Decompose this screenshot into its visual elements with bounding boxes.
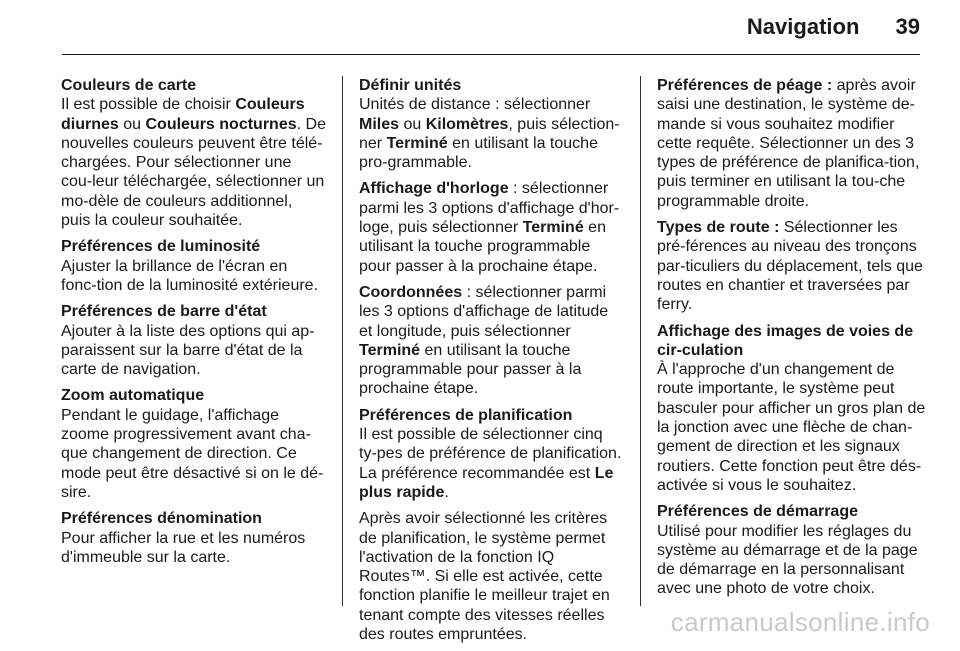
section-heading: Zoom automatique [61, 387, 205, 405]
bold-term: Miles [359, 115, 400, 133]
watermark: carmanualsonline.info [670, 607, 930, 637]
body-text: Il est possible de choisir [61, 96, 236, 114]
section-map-colors [61, 76, 326, 230]
bold-term: Couleurs diurnes [61, 96, 305, 133]
section-status-bar [61, 302, 326, 379]
body-text: Il est possible de sélectionner cinq ty-pes de préférence de planification. La préférence recommandée est [359, 426, 622, 482]
paragraph-clock [359, 179, 624, 275]
section-naming [61, 509, 326, 567]
page-title: Navigation [746, 14, 860, 39]
body-text: . [444, 483, 449, 501]
body-text: , puis sélection-ner [359, 115, 620, 152]
body-text: après avoir saisi une destination, le système de-mande si vous souhaitez modifier cette requête. Sélectionner un des 3 types de préférence de planifica-tion, puis terminer en utilisant la tou-che programmable droite. [657, 77, 920, 210]
bold-term: Coordonnées [359, 283, 463, 301]
bold-term: Préférences de péage : [657, 77, 833, 94]
header-divider [62, 54, 920, 55]
section-heading: Préférences de démarrage [657, 503, 858, 521]
column-3 [657, 76, 926, 606]
section-units [359, 76, 624, 172]
paragraph-road-types [657, 218, 926, 314]
section-heading: Définir unités [359, 77, 462, 94]
section-heading: Préférences de planification [359, 406, 573, 424]
bold-term: Couleurs nocturnes [145, 115, 297, 133]
bold-term: Affichage d'horloge [359, 180, 509, 198]
body-text: : sélectionner parmi les 3 options d'affichage de latitude et longitude, puis sélectionner [359, 283, 609, 340]
body-text: Sélectionner les pré-férences au niveau des tronçons par-ticuliers du déplacement, tels que routes en chantier et traversées par ferry. [657, 219, 923, 314]
page-header [747, 14, 920, 40]
page-number: 39 [895, 14, 920, 39]
column-2 [359, 76, 624, 651]
section-auto-zoom [61, 386, 326, 502]
column-divider-1 [342, 76, 343, 606]
body-text: Ajouter à la liste des options qui ap-paraissent sur la barre d'état de la carte de navigation. [61, 322, 315, 379]
body-text: ou [118, 115, 146, 133]
bold-term: Le plus rapide [359, 464, 614, 501]
paragraph-iq-routes: Après avoir sélectionné les critères de planification, le système permet l'activation de la fonction IQ Routes™. Si elle est activée, cette fonction planifie le meilleur trajet en tenant compte des vitesses réelles des routes empruntées. [359, 510, 610, 644]
body-text: : sélectionner parmi les 3 options d'affichage d'hor-loge, puis sélectionner [359, 180, 620, 237]
section-heading: Affichage des images de voies de cir-culation [657, 322, 914, 359]
column-divider-2 [640, 76, 641, 606]
section-heading: Préférences de barre d'état [61, 303, 267, 321]
body-text: ou [399, 115, 426, 133]
bold-term: Kilomètres [425, 115, 509, 133]
body-text: . De nouvelles couleurs peuvent être télé-chargées. Pour sélectionner une cou-leur téléchargée, sélectionner un mo-dèle de couleurs additionnel, puis la couleur souhaitée. [61, 115, 326, 230]
section-heading: Préférences de luminosité [61, 238, 261, 256]
section-heading: Préférences dénomination [61, 510, 262, 528]
paragraph-toll [657, 76, 926, 211]
section-planning [359, 406, 624, 502]
bold-term: Types de route : [657, 219, 780, 237]
body-text: Pendant le guidage, l'affichage zoome progressivement avant cha-que changement de direction. Ce mode peut être désactivé si on le dé-sire. [61, 406, 324, 501]
paragraph-coordinates [359, 283, 624, 399]
body-text: en utilisant la touche programmable pour passer à la prochaine étape. [359, 341, 582, 398]
body-text: Ajuster la brillance de l'écran en fonc-tion de la luminosité extérieure. [61, 257, 319, 294]
bold-term: Terminé [522, 219, 584, 237]
body-text: À l'approche d'un changement de route importante, le système peut basculer pour afficher un gros plan de la jonction avec une flèche de chan-gement de direction et les signaux routiers. Cette fonction peut être dés-activée si vous le souhaitez. [657, 361, 926, 494]
section-heading: Couleurs de carte [61, 77, 197, 94]
body-text: Unités de distance : sélectionner [359, 96, 591, 114]
section-startup [657, 502, 926, 598]
column-1 [61, 76, 326, 574]
body-text: Utilisé pour modifier les réglages du système au démarrage et de la page de démarrage en la personnalisant avec une photo de votre choix. [657, 522, 918, 598]
body-text: Pour afficher la rue et les numéros d'immeuble sur la carte. [61, 529, 306, 566]
body-text: en utilisant la touche pro-grammable. [359, 134, 598, 172]
bold-term: Terminé [359, 341, 421, 359]
body-text: en utilisant la touche programmable pour passer à la prochaine étape. [359, 219, 606, 275]
bold-term: Terminé [386, 134, 448, 152]
section-brightness [61, 237, 326, 295]
section-lane-images [657, 322, 926, 496]
